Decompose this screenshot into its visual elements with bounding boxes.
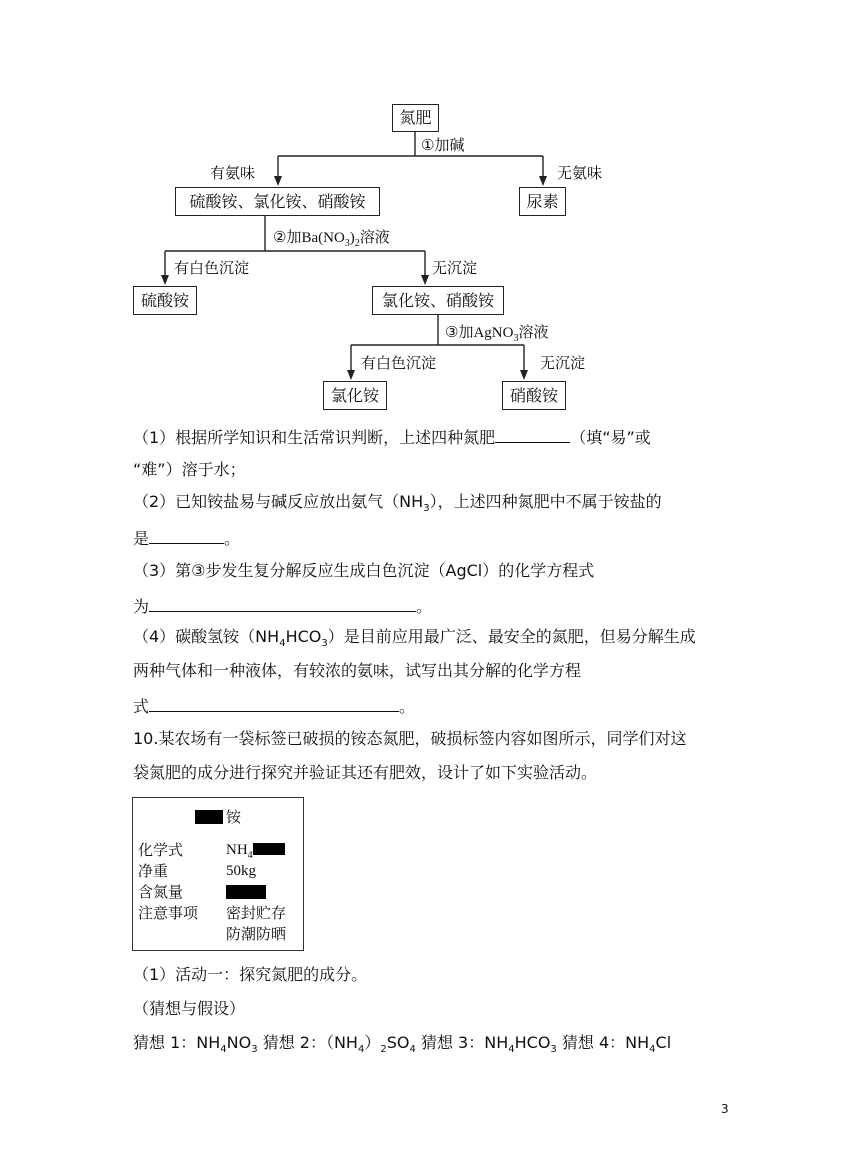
redacted-nitrogen	[226, 885, 266, 899]
q4-text-b: HCO	[285, 627, 322, 646]
redacted-name	[195, 810, 223, 824]
guess-4-b: Cl	[655, 1033, 672, 1052]
q2-sub: 3	[423, 503, 430, 515]
node-three-ammonium-salts	[175, 187, 380, 216]
hypothesis-heading: （猜想与假设）	[133, 999, 246, 1018]
label-nitrogen-value	[226, 885, 266, 902]
step3-formula: AgNO	[473, 325, 514, 341]
guess-3-sub1: 4	[508, 1044, 515, 1056]
guess-2-c: SO	[386, 1033, 410, 1052]
label-weight-key: 净重	[138, 862, 169, 880]
question-4-line-1	[133, 629, 696, 649]
label-nitrogen-key: 含氮量	[138, 883, 184, 901]
guess-3-a: 猜想 3：NH	[420, 1033, 509, 1052]
q3-text-b: 为	[133, 597, 150, 616]
branch-white-precipitate-1: 有白色沉淀	[174, 259, 250, 277]
node-ammonium-sulfate	[133, 286, 197, 315]
q2-text-b: ），上述四种氮肥中不属于铵盐的	[429, 492, 662, 511]
guess-2-sub3: 4	[409, 1044, 416, 1056]
question-4-line-2: 两种气体和一种液体，有较浓的氨味，试写出其分解的化学方程	[133, 661, 582, 680]
q4-text-c: ）是目前应用最广泛、最安全的氮肥，但易分解生成	[327, 627, 696, 646]
q2-text-c: 是	[133, 529, 150, 548]
guess-2-b: ）	[364, 1033, 381, 1052]
step2-formula: Ba(NO	[301, 230, 345, 246]
q1-text-a: （1）根据所学知识和生活常识判断，上述四种氮肥	[133, 428, 496, 447]
q4-sub1: 4	[279, 638, 286, 650]
step2-sub2: 2	[354, 238, 360, 249]
q4-end: 。	[399, 697, 416, 716]
q4-text-a: （4）碳酸氢铵（NH	[133, 627, 280, 646]
q4-sub2: 3	[321, 638, 328, 650]
guess-3-b: HCO	[514, 1033, 551, 1052]
damaged-fertilizer-label	[132, 797, 304, 951]
question-1-line-1	[133, 428, 651, 446]
question-3-line-1: （3）第③步发生复分解反应生成白色沉淀（AgCl）的化学方程式	[133, 561, 595, 580]
formula-sub: 4	[247, 850, 253, 861]
q3-end: 。	[416, 597, 433, 616]
branch-no-precipitate-1: 无沉淀	[432, 259, 478, 277]
q4-blank[interactable]	[149, 697, 399, 712]
step3-suffix: 溶液	[518, 323, 549, 341]
question-1-line-2: “难”）溶于水；	[133, 460, 246, 479]
formula-nh: NH	[226, 842, 248, 858]
node-urea	[519, 187, 566, 216]
branch-no-precipitate-2: 无沉淀	[540, 354, 586, 372]
label-notes-value-1: 密封贮存	[226, 904, 287, 922]
branch-white-precipitate-2: 有白色沉淀	[361, 354, 437, 372]
branch-ammonia-smell: 有氨味	[210, 164, 256, 182]
label-formula-value	[226, 843, 285, 861]
question-2-line-2	[133, 529, 240, 547]
node-label: 尿素	[526, 191, 559, 211]
step3-sub: 3	[513, 333, 519, 344]
node-label: 硫酸铵	[140, 290, 189, 310]
question-4-line-3	[133, 697, 415, 715]
q1-text-b: （填“易”或	[570, 428, 651, 447]
node-ammonium-nitrate	[502, 381, 566, 410]
branch-no-ammonia-smell: 无氨味	[557, 164, 603, 182]
guess-2-sub2: 2	[380, 1044, 387, 1056]
q4-text-e: 式	[133, 697, 150, 716]
node-label: 硝酸铵	[509, 385, 558, 405]
node-label: 氯化铵、硝酸铵	[381, 290, 494, 310]
question-2-line-1	[133, 494, 662, 514]
label-formula-key: 化学式	[138, 841, 184, 859]
activity-1-heading: （1）活动一：探究氮肥的成分。	[133, 965, 368, 984]
node-nitrogen-fertilizer	[392, 104, 439, 132]
node-label: 硫酸铵、氯化铵、硝酸铵	[189, 191, 366, 211]
step1-label: ①加碱	[421, 136, 465, 154]
label-title-row	[195, 810, 241, 825]
question-10-line-2: 袋氮肥的成分进行探究并验证其还有肥效，设计了如下实验活动。	[133, 763, 598, 782]
label-notes-key: 注意事项	[138, 904, 199, 922]
hypotheses-line	[133, 1035, 671, 1055]
node-label: 氯化铵	[330, 385, 379, 405]
guess-1-a: 猜想 1：NH	[133, 1033, 221, 1052]
step3-label	[445, 325, 548, 344]
q3-blank[interactable]	[149, 597, 416, 612]
label-notes-value-2: 防潮防晒	[226, 925, 287, 943]
question-10-line-1: 10.某农场有一袋标签已破损的铵态氮肥，破损标签内容如图所示，同学们对这	[133, 729, 687, 748]
step3-prefix: ③加	[445, 323, 474, 341]
guess-2-a: 猜想 2：（NH	[262, 1033, 358, 1052]
node-chloride-nitrate	[372, 286, 504, 315]
q2-blank[interactable]	[149, 529, 224, 544]
label-title: 铵	[226, 808, 242, 826]
q2-text-a: （2）已知铵盐易与碱反应放出氨气（NH	[133, 492, 424, 511]
label-weight-value: 50kg	[226, 863, 256, 879]
guess-3-sub2: 3	[550, 1044, 557, 1056]
step2-label	[273, 230, 390, 249]
guess-4-a: 猜想 4：NH	[561, 1033, 650, 1052]
guess-1-sub2: 3	[251, 1044, 258, 1056]
page-number: 3	[721, 1102, 729, 1116]
guess-4-sub1: 4	[649, 1044, 656, 1056]
node-ammonium-chloride	[323, 381, 387, 410]
q2-end: 。	[224, 529, 241, 548]
guess-2-sub1: 4	[357, 1044, 365, 1056]
step2-close: )	[349, 230, 355, 246]
q1-blank[interactable]	[495, 428, 570, 443]
guess-1-b: NO	[226, 1033, 252, 1052]
step2-suffix: 溶液	[359, 228, 390, 246]
step2-sub: 3	[344, 238, 350, 249]
guess-1-sub1: 4	[220, 1044, 227, 1056]
step2-prefix: ②加	[273, 228, 302, 246]
redacted-formula	[253, 843, 285, 855]
node-label: 氮肥	[399, 108, 432, 127]
question-3-line-2	[133, 597, 432, 615]
